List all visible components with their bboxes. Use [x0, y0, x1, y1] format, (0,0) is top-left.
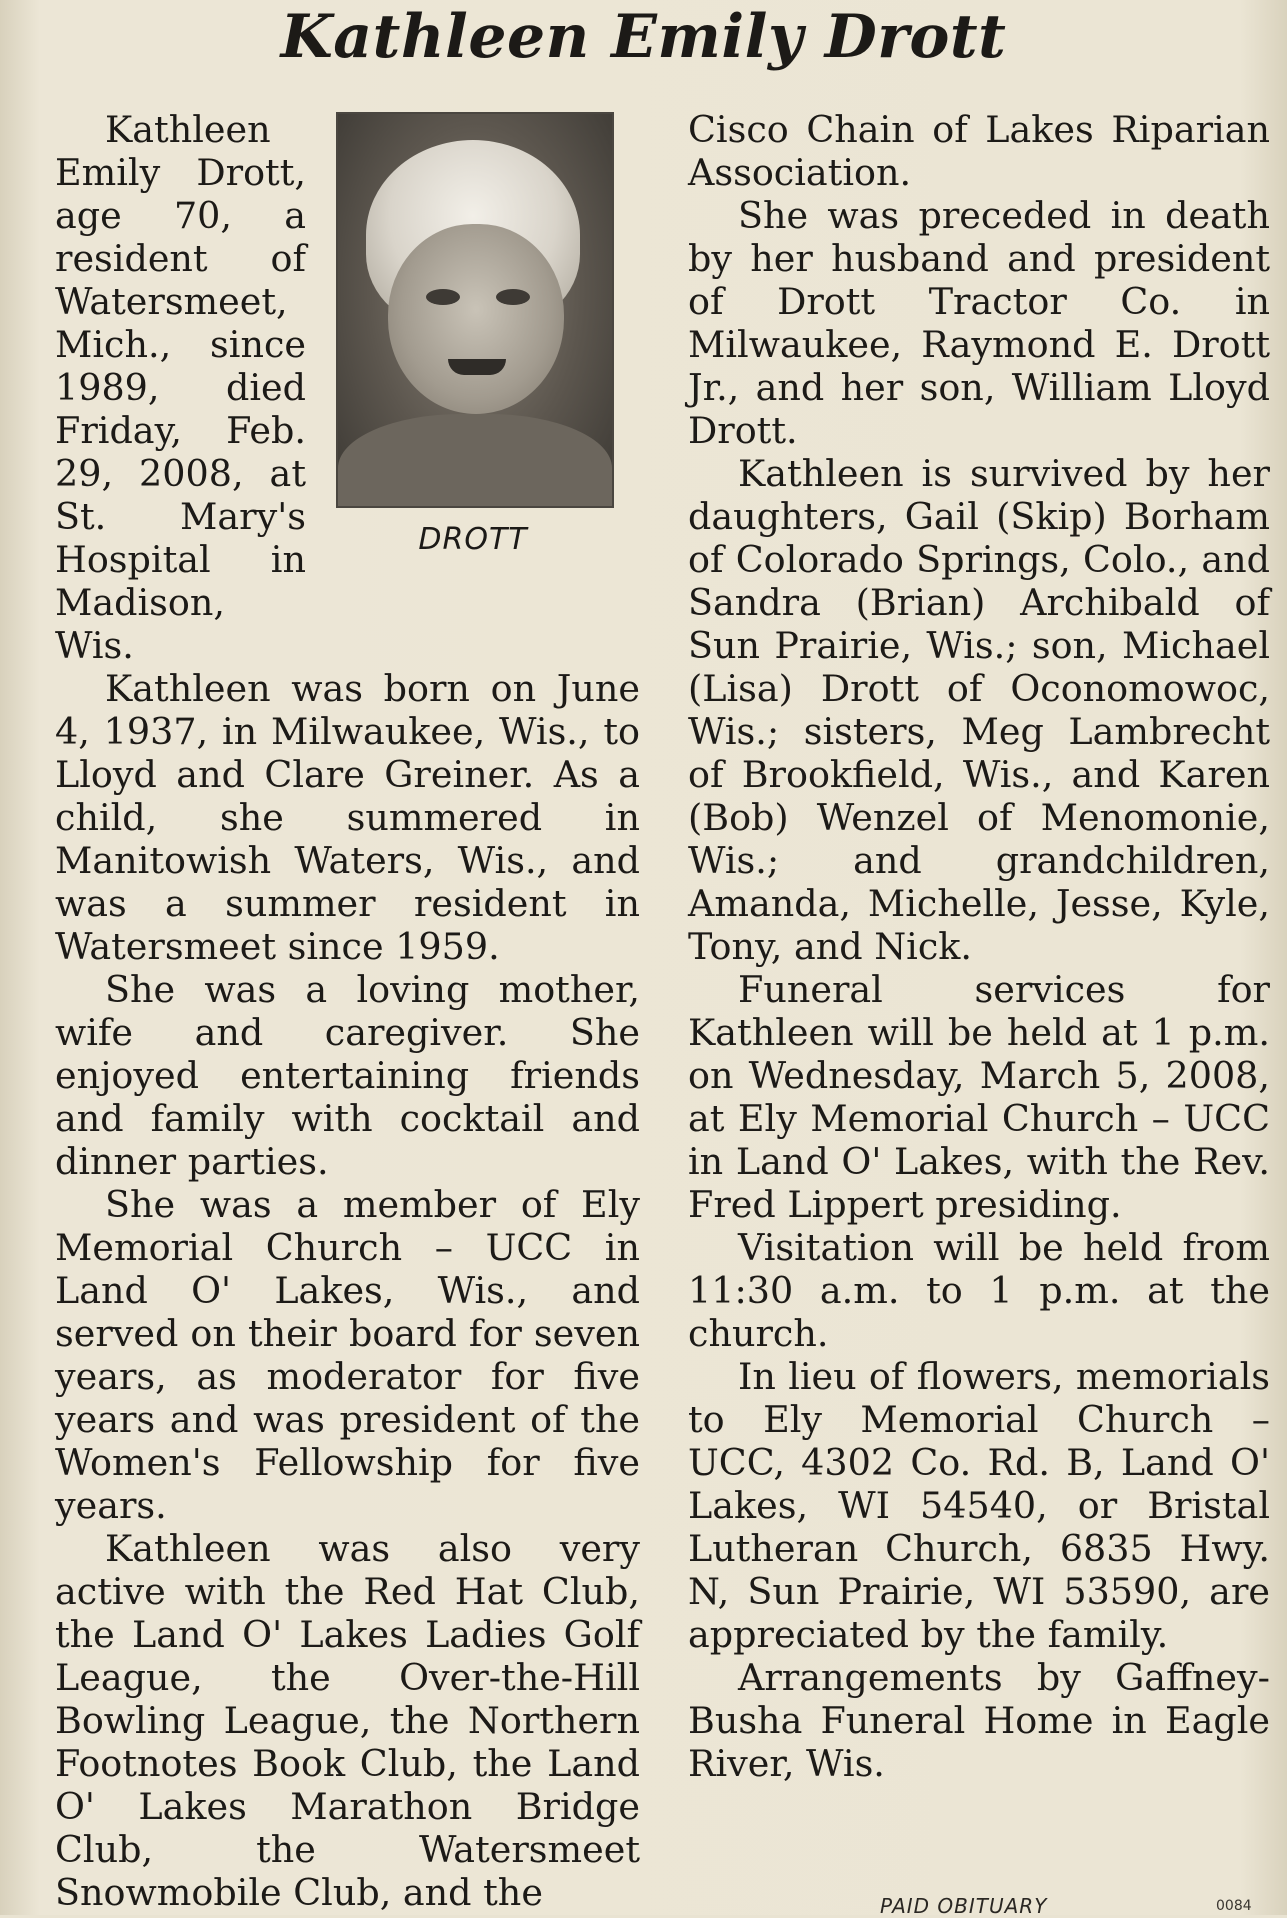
- photo-eye-left: [426, 289, 460, 305]
- paragraph-clubs: Kathleen was also very active with the Red Hat Club, the Land O' Lakes Ladies Golf League, the Over-the-Hill Bowling League, the Northern Footnotes Book Club, the Land O' Lakes Marathon Bridge Club, the Watersmeet Snowmobile Club, and the: [55, 1527, 640, 1914]
- photo-face: [388, 224, 564, 414]
- paragraph-preceded: She was preceded in death by her husband and president of Drott Tractor Co. in Milwaukee, Raymond E. Drott Jr., and her son, William Lloyd Drott.: [688, 194, 1270, 452]
- paragraph-arrangements: Arrangements by Gaffney-Busha Funeral Home in Eagle River, Wis.: [688, 1656, 1270, 1785]
- left-column: [55, 108, 640, 1914]
- obituary-title: Kathleen Emily Drott: [280, 2, 1007, 72]
- ad-code: 0084: [1216, 1898, 1252, 1914]
- paragraph-birth: Kathleen was born on June 4, 1937, in Milwaukee, Wis., to Lloyd and Clare Greiner. As a child, she summered in Manitowish Waters, Wis., and was a summer resident in Watersmeet since 1959.: [55, 667, 640, 968]
- portrait-photo: [336, 112, 614, 508]
- paragraph-intro: Kathleen Emily Drott, age 70, a resident of Watersmeet, Mich., since 1989, died Friday, Feb. 29, 2008, at St. Mary's Hospital in Madison, Wis.: [55, 108, 306, 667]
- paragraph-survivors: Kathleen is survived by her daughters, Gail (Skip) Borham of Colorado Springs, Colo., and Sandra (Brian) Archibald of Sun Prairie, Wis.; son, Michael (Lisa) Drott of Oconomowoc, Wis.; sisters, Meg Lambrecht of Brookfield, Wis., and Karen (Bob) Wenzel of Menomonie, Wis.; and grandchildren, Amanda, Michelle, Jesse, Kyle, Tony, and Nick.: [688, 452, 1270, 968]
- paragraph-funeral: Funeral services for Kathleen will be held at 1 p.m. on Wednesday, March 5, 2008, at Ely Memorial Church – UCC in Land O' Lakes, with the Rev. Fred Lippert presiding.: [688, 968, 1270, 1226]
- right-column: [688, 108, 1270, 1785]
- photo-shoulders: [338, 414, 612, 508]
- photo-caption: DROTT: [418, 522, 528, 557]
- paragraph-clubs-continued: Cisco Chain of Lakes Riparian Association.: [688, 108, 1270, 194]
- paragraph-church: She was a member of Ely Memorial Church – UCC in Land O' Lakes, Wis., and served on their board for seven years, as moderator for five years and was president of the Women's Fellowship for five years.: [55, 1183, 640, 1527]
- paragraph-visitation: Visitation will be held from 11:30 a.m. to 1 p.m. at the church.: [688, 1226, 1270, 1355]
- photo-eye-right: [496, 289, 530, 305]
- paragraph-character: She was a loving mother, wife and caregiver. She enjoyed entertaining friends and family with cocktail and dinner parties.: [55, 968, 640, 1183]
- photo-block: [328, 112, 640, 600]
- paid-obituary-label: PAID OBITUARY: [880, 1894, 1048, 1918]
- paragraph-memorials: In lieu of flowers, memorials to Ely Memorial Church – UCC, 4302 Co. Rd. B, Land O' Lakes, WI 54540, or Bristal Lutheran Church, 6835 Hwy. N, Sun Prairie, WI 53590, are appreciated by the family.: [688, 1355, 1270, 1656]
- photo-mouth: [448, 359, 506, 375]
